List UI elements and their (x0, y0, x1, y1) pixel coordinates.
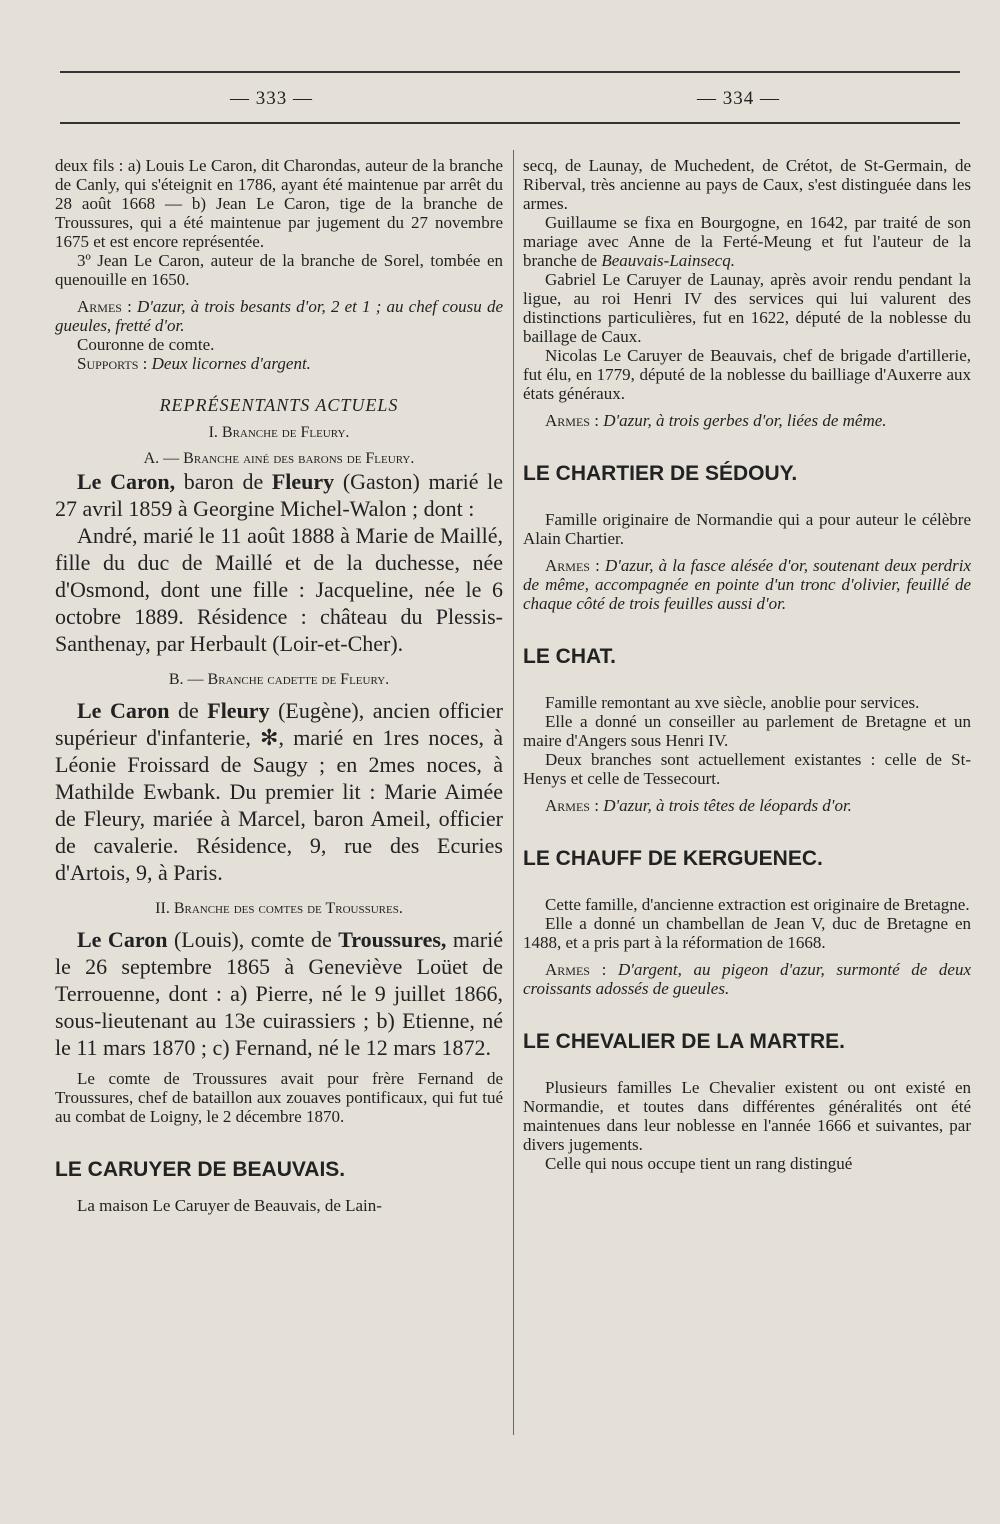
supports-text: Deux licornes d'argent. (151, 354, 311, 373)
louis-details: marié le 26 septembre 1865 à Geneviève Loüet de Terrouenne, dont : a) Pierre, né le 9 juillet 1866, sous-lieutenant au 13e cuirassiers ; b) Etienne, né le 11 mars 1870 ; c) Fernand, né le 12 mars 1872. (55, 927, 504, 1060)
armes-chat (523, 796, 971, 815)
armes-text: D'azur, à trois besants d'or, 2 et 1 ; au chef cousu de gueules, fretté d'or. (55, 297, 503, 335)
paragraph-secq: secq, de Launay, de Muchedent, de Crétot, de St-Germain, de Riberval, très ancienne au pays de Caux, s'est distinguée dans les armes. (523, 156, 971, 213)
armes-chartier (523, 556, 971, 613)
heading-chartier: LE CHARTIER DE SÉDOUY. (523, 462, 798, 485)
heading-caruyer: LE CARUYER DE BEAUVAIS. (55, 1158, 346, 1181)
representants-heading: REPRÉSENTANTS ACTUELS (159, 395, 399, 415)
page-number-right: — 334 — (697, 88, 780, 109)
louis-title: (Louis), comte de (173, 927, 332, 952)
paragraph-sorel: 3º Jean Le Caron, auteur de la branche de Sorel, tombée en quenouille en 1650. (55, 251, 503, 289)
entry-eugene (55, 697, 503, 886)
armes-text: D'argent, au pigeon d'azur, surmonté de deux croissants adossés de gueules. (523, 960, 971, 998)
guillaume-branch: Beauvais-Lainsecq. (601, 251, 735, 270)
left-column (55, 156, 503, 1215)
heading-chauff: LE CHAUFF DE KERGUENEC. (523, 847, 823, 870)
caruyer-intro: La maison Le Caruyer de Beauvais, de Lain- (77, 1196, 382, 1215)
paragraph-chat-3: Deux branches sont actuellement existantes : celle de St-Henys et celle de Tessecourt. (523, 750, 971, 788)
branch-a: A. — Branche ainé des barons de Fleury. (143, 450, 415, 467)
armes-text: D'azur, à trois gerbes d'or, liées de même. (603, 411, 887, 430)
entry-andre: André, marié le 11 août 1888 à Marie de Maillé, fille du duc de Maillé et de la duchesse, née d'Osmond, dont une fille : Jacqueline, née le 6 octobre 1889. Résidence : château du Plessis-Santhenay, par Herbault (Loir-et-Cher). (55, 523, 503, 656)
heading-chevalier: LE CHEVALIER DE LA MARTRE. (523, 1030, 846, 1053)
paragraph-comte: Le comte de Troussures avait pour frère Fernand de Troussures, chef de bataillon aux zouaves pontificaux, qui fut tué au combat de Loigny, le 2 décembre 1870. (55, 1069, 503, 1126)
armes-label: Armes : (545, 411, 599, 430)
eugene-fleury: Fleury (207, 698, 270, 723)
supports-label: Supports : (77, 354, 148, 373)
armes-text: D'azur, à la fasce alésée d'or, soutenant deux perdrix de même, accompagnée en pointe d'un tronc d'olivier, feuillé de chaque côté de trois feuilles aussi d'or. (523, 556, 972, 613)
column-divider (513, 150, 514, 1435)
guillaume-text: Guillaume se fixa en Bourgogne, en 1642, par traité de son mariage avec Anne de la Ferté-Meung et fut l'auteur de la branche de (523, 213, 971, 270)
top-rule (60, 71, 960, 73)
paragraph-gabriel: Gabriel Le Caruyer de Launay, après avoir rendu pendant la ligue, au roi Henri IV des services qui lui valurent des distinctions particulières, fut en 1622, député de la noblesse du baillage de Caux. (523, 270, 971, 346)
right-column (523, 156, 971, 1173)
paragraph-guillaume (523, 213, 971, 270)
paragraph-nicolas: Nicolas Le Caruyer de Beauvais, chef de brigade d'artillerie, fut élu, en 1779, député de la noblesse du bailliage d'Auxerre aux états généraux. (523, 346, 971, 403)
branch-troussures: II. Branche des comtes de Troussures. (155, 900, 403, 917)
branch-fleury: I. Branche de Fleury. (208, 424, 350, 441)
header-rule (60, 122, 960, 124)
eugene-de: de (177, 698, 199, 723)
paragraph-chauff-2: Elle a donné un chambellan de Jean V, duc de Bretagne en 1488, et a pris part à la réformation de 1668. (523, 914, 971, 952)
eugene-details: (Eugène), ancien officier supérieur d'infanterie, ✻, marié en 1res noces, à Léonie Froissard de Saugy ; en 2mes noces, à Mathilde Ewbank. Du premier lit : Marie Aimée de Fleury, mariée à Marcel, baron Ameil, officier de cavalerie. Résidence, 9, rue des Ecuries d'Artois, 9, à Paris. (55, 698, 503, 885)
armes-label: Armes : (77, 297, 132, 316)
paragraph-chevalier-2: Celle qui nous occupe tient un rang distingué (545, 1154, 853, 1173)
paragraph-chat-2: Elle a donné un conseiller au parlement de Bretagne et un maire d'Angers sous Henri IV. (523, 712, 971, 750)
armes-text: D'azur, à trois têtes de léopards d'or. (603, 796, 852, 815)
armes-chauff (523, 960, 971, 998)
page-number-left: — 333 — (230, 88, 313, 109)
armes-caron (55, 297, 503, 335)
entry-gaston (55, 468, 503, 522)
gaston-fleury: Fleury (271, 469, 335, 494)
paragraph-chevalier-1: Plusieurs familles Le Chevalier existent ou ont existé en Normandie, et toutes dans différentes généralités ont été maintenues dans leur noblesse en l'année 1666 et suivantes, par divers jugements. (523, 1078, 971, 1154)
heading-chat: LE CHAT. (523, 645, 616, 668)
louis-troussures: Troussures, (338, 927, 447, 952)
armes-label: Armes : (545, 960, 607, 979)
paragraph-chat-1: Famille remontant au xve siècle, anoblie pour services. (545, 693, 920, 712)
paragraph-chauff-1: Cette famille, d'ancienne extraction est originaire de Bretagne. (545, 895, 970, 914)
paragraph-chartier: Famille originaire de Normandie qui a pour auteur le célèbre Alain Chartier. (523, 510, 971, 548)
armes-caruyer (523, 411, 971, 430)
eugene-name: Le Caron (77, 698, 170, 723)
entry-louis (55, 926, 503, 1061)
branch-b: B. — Branche cadette de Fleury. (168, 671, 390, 688)
armes-label: Armes : (545, 796, 599, 815)
paragraph-fils: deux fils : a) Louis Le Caron, dit Charondas, auteur de la branche de Canly, qui s'éteignit en 1786, ayant été maintenue par arrêt du 28 août 1668 — b) Jean Le Caron, tige de la branche de Troussures, qui a été maintenue par jugement du 27 novembre 1675 et est encore représentée. (55, 156, 503, 251)
gaston-title: baron de (183, 469, 264, 494)
louis-name: Le Caron (77, 927, 168, 952)
couronne: Couronne de comte. (77, 335, 215, 354)
gaston-name: Le Caron, (77, 469, 176, 494)
supports (55, 354, 503, 373)
armes-label: Armes : (545, 556, 600, 575)
gaston-details: (Gaston) marié le 27 avril 1859 à Georgine Michel-Walon ; dont : (55, 469, 504, 521)
